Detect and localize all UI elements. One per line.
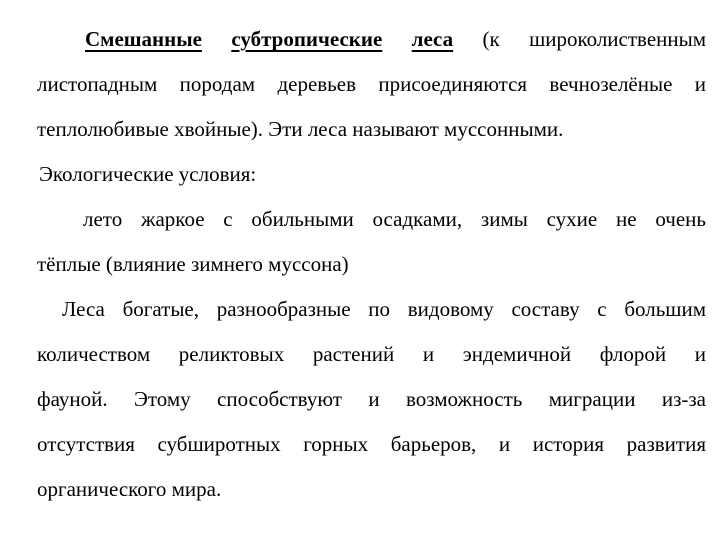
text-segment: тёплые (влияние зимнего муссона) bbox=[37, 252, 349, 276]
text-segment: органического мира. bbox=[37, 477, 222, 501]
text-line bbox=[37, 62, 706, 107]
text-line bbox=[37, 197, 706, 242]
text-line bbox=[37, 377, 706, 422]
text-segment: количеством реликтовых растений и эндемичной флорой и bbox=[37, 342, 706, 366]
paragraph-eco-conditions-heading bbox=[37, 152, 706, 197]
text-segment: теплолюбивые хвойные). Эти леса называют муссонными. bbox=[37, 117, 564, 141]
text-segment: Леса богатые, разнообразные по видовому составу с большим bbox=[62, 297, 706, 321]
text-line bbox=[37, 422, 706, 467]
text-segment: листопадным породам деревьев присоединяются вечнозелёные и bbox=[37, 72, 706, 96]
text-segment: Смешанные bbox=[85, 27, 202, 51]
text-line bbox=[37, 242, 706, 287]
text-line bbox=[37, 152, 706, 197]
text-segment: субтропические bbox=[231, 27, 383, 51]
paragraph-biodiversity bbox=[37, 287, 706, 512]
paragraph-intro bbox=[37, 17, 706, 152]
text-segment: отсутствия субширотных горных барьеров, и история развития bbox=[37, 432, 706, 456]
text-segment: леса bbox=[411, 27, 454, 51]
text-line bbox=[37, 467, 706, 512]
document-body bbox=[37, 17, 706, 512]
text-line bbox=[37, 332, 706, 377]
text-line bbox=[37, 17, 706, 62]
text-line bbox=[37, 107, 706, 152]
text-segment: (к bbox=[482, 27, 500, 51]
text-line bbox=[37, 287, 706, 332]
text-segment: Экологические условия: bbox=[39, 162, 257, 186]
text-segment: широколиственным bbox=[529, 27, 706, 51]
text-segment: лето жаркое с обильными осадками, зимы сухие не очень bbox=[83, 207, 706, 231]
text-segment: фауной. Этому способствуют и возможность миграции из-за bbox=[37, 387, 706, 411]
paragraph-climate bbox=[37, 197, 706, 287]
